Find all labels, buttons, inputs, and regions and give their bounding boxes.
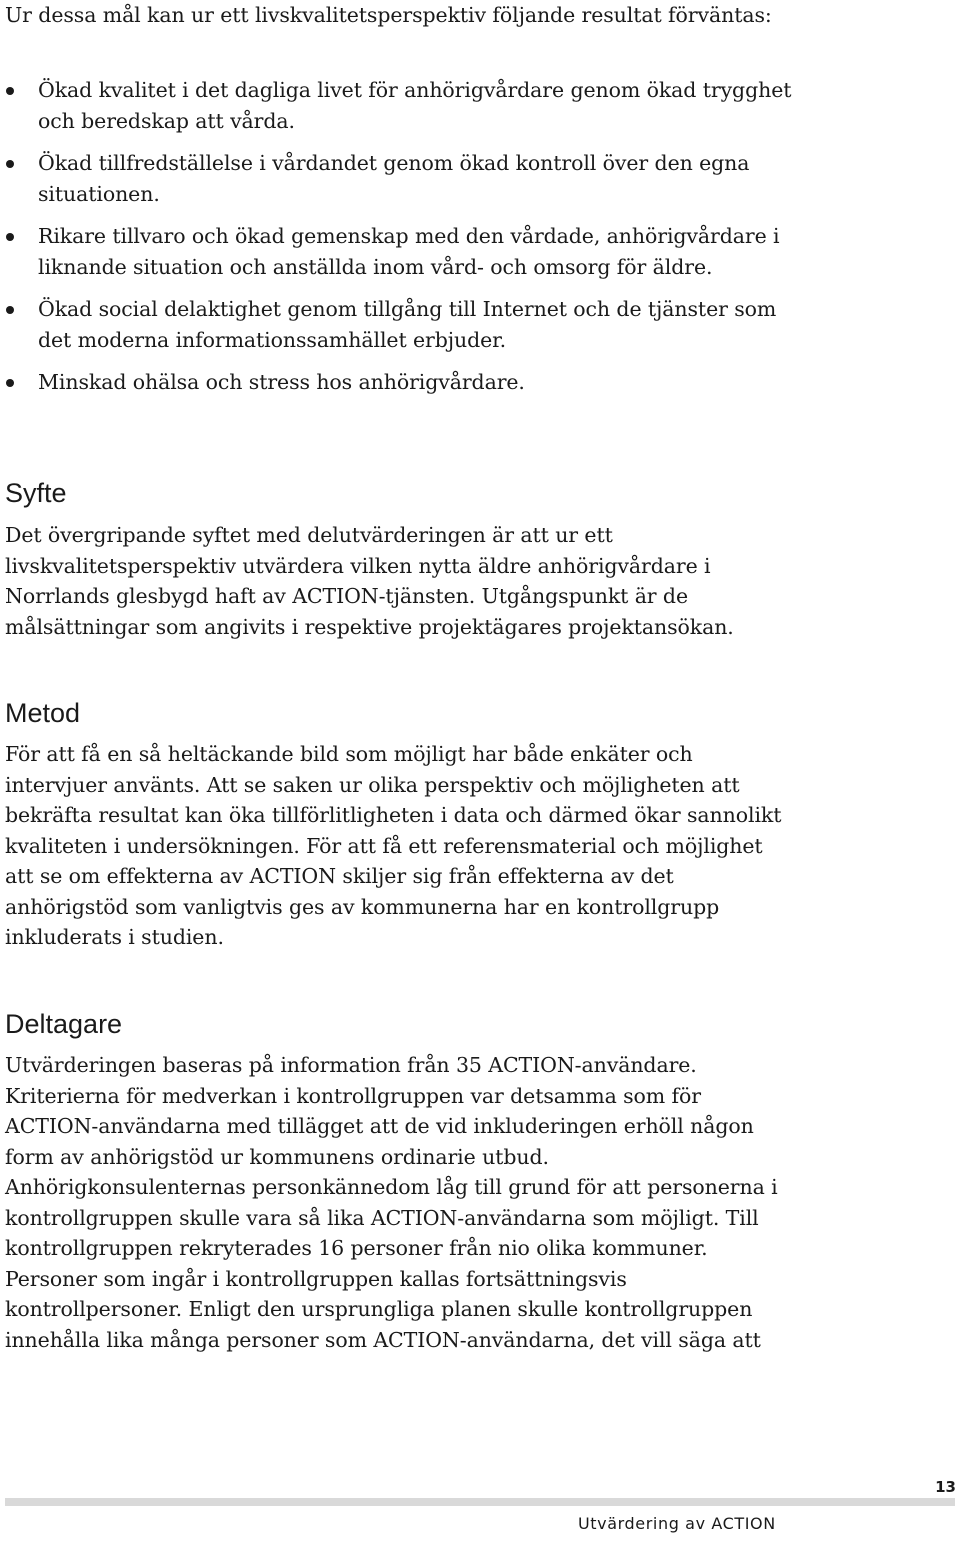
list-item: Ökad tillfredställelse i vårdandet genom ökad kontroll över den egna situationen.	[5, 148, 795, 209]
bullet-icon	[6, 379, 14, 387]
list-item: Minskad ohälsa och stress hos anhörigvårdare.	[5, 367, 795, 398]
list-item: Rikare tillvaro och ökad gemenskap med den vårdade, anhörigvårdare i liknande situation och anställda inom vård- och omsorg för äldre.	[5, 221, 795, 282]
footer-divider	[5, 1498, 955, 1506]
deltagare-heading: Deltagare	[5, 1009, 123, 1039]
syfte-heading: Syfte	[5, 478, 67, 508]
list-item: Ökad kvalitet i det dagliga livet för anhörigvårdare genom ökad trygghet och beredskap att vårda.	[5, 75, 795, 136]
bullet-icon	[6, 87, 14, 95]
syfte-paragraph: Det övergripande syftet med delutvärderingen är att ur ett livskvalitetsperspektiv utvärdera vilken nytta äldre anhörigvårdare i Norrlands glesbygd haft av ACTION-tjänsten. Utgångspunkt är de målsättningar som angivits i respektive projektägares projektansökan.	[5, 523, 734, 639]
bullet-icon	[6, 160, 14, 168]
footer-title: Utvärdering av ACTION	[578, 1514, 776, 1533]
metod-paragraph: För att få en så heltäckande bild som möjligt har både enkäter och intervjuer använts. Att se saken ur olika perspektiv och möjligheten att bekräfta resultat kan öka tillförlitligheten i data och därmed ökar sannolikt kvaliteten i undersökningen. För att få ett referensmaterial och möjlighet att se om effekterna av ACTION skiljer sig från effekterna av det anhörigstöd som vanligtvis ges av kommunerna har en kontrollgrupp inkluderats i studien.	[5, 742, 782, 949]
list-item: Ökad social delaktighet genom tillgång till Internet och de tjänster som det moderna informationssamhället erbjuder.	[5, 294, 795, 355]
expected-results-list	[5, 75, 795, 410]
bullet-icon	[6, 306, 14, 314]
bullet-icon	[6, 233, 14, 241]
metod-heading: Metod	[5, 698, 81, 728]
deltagare-paragraph: Utvärderingen baseras på information från 35 ACTION-användare. Kriterierna för medverkan i kontrollgruppen var detsamma som för ACTION-användarna med tillägget att de vid inkluderingen erhöll någon form av anhörigstöd ur kommunens ordinarie utbud. Anhörigkonsulenternas personkännedom låg till grund för att personerna i kontrollgruppen skulle vara så lika ACTION-användarna som möjligt. Till kontrollgruppen rekryterades 16 personer från nio olika kommuner. Personer som ingår i kontrollgruppen kallas fortsättningsvis kontrollpersoner. Enligt den ursprungliga planen skulle kontrollgruppen innehålla lika många personer som ACTION-användarna, det vill säga att	[5, 1053, 778, 1352]
page-number: 13	[935, 1478, 956, 1496]
intro-paragraph: Ur dessa mål kan ur ett livskvalitetsperspektiv följande resultat förväntas:	[5, 3, 772, 27]
